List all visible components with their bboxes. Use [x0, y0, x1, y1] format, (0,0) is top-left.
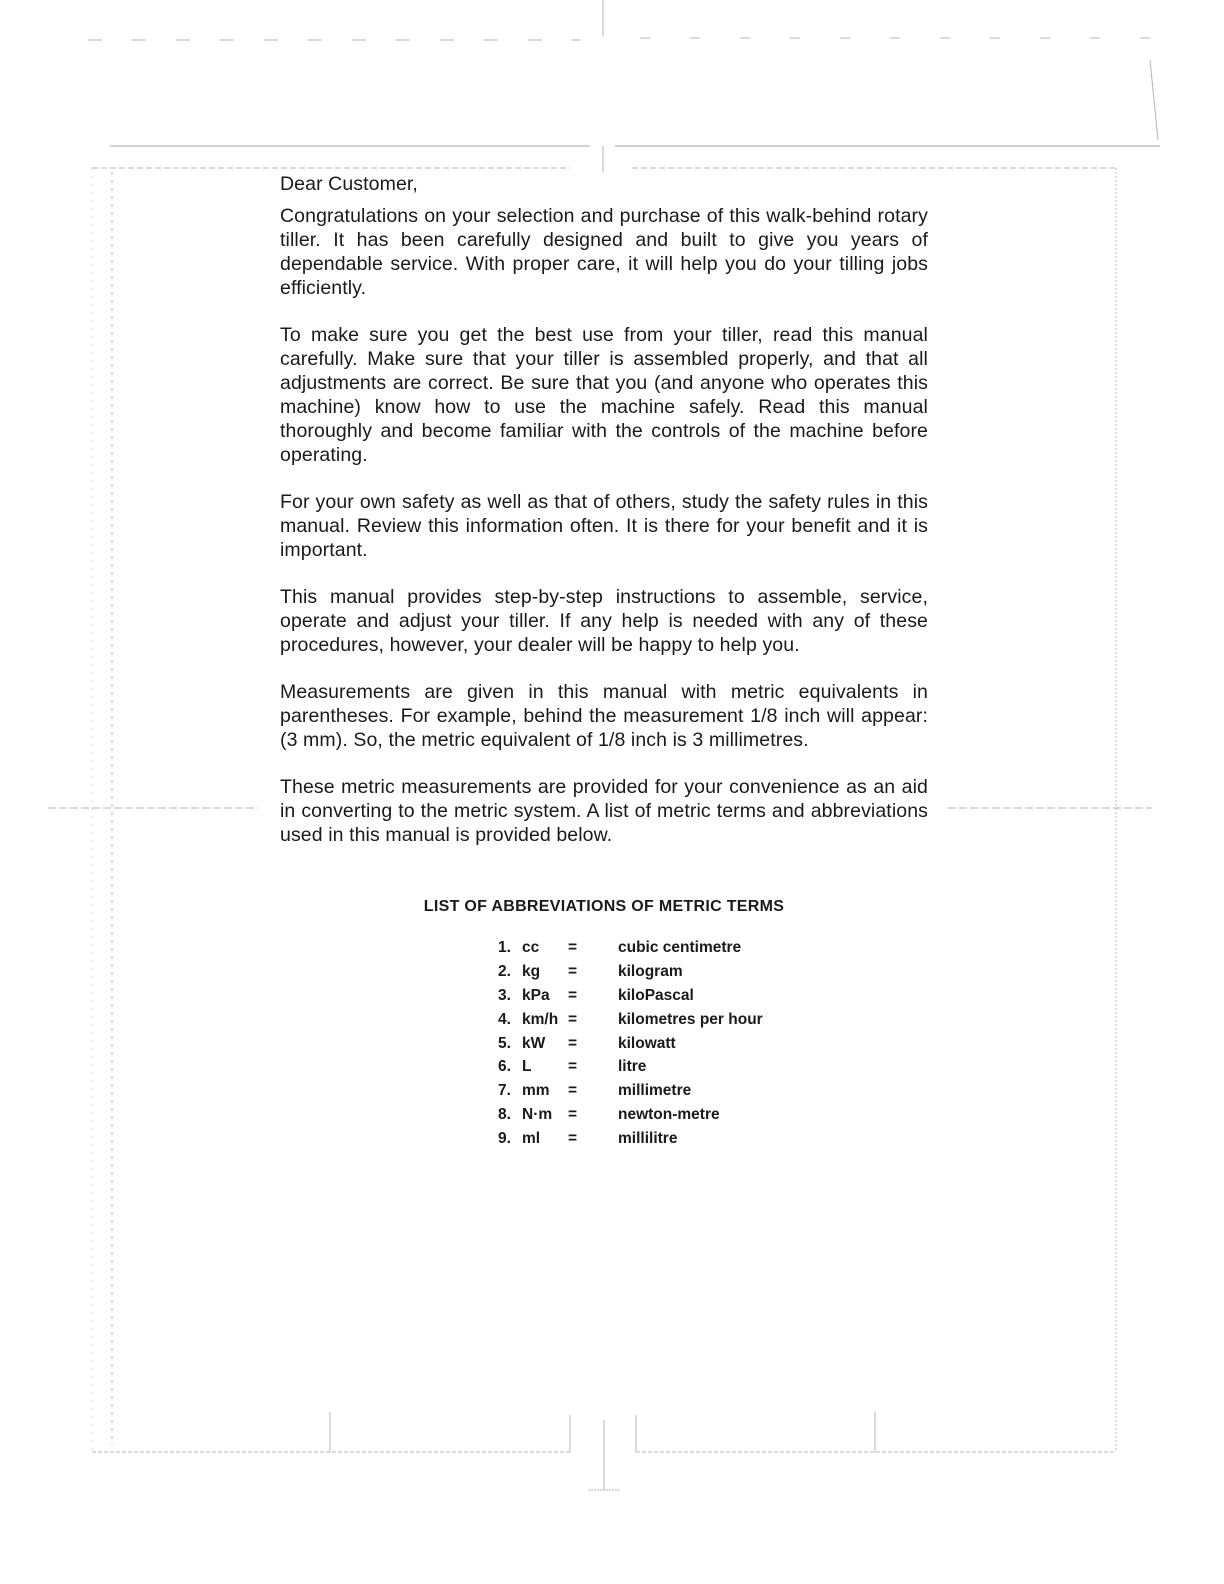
paragraph-congratulations: Congratulations on your selection and purchase of this walk-behind rotary tiller. It has been carefully designed and built to give you years of dependable service. With proper care, it will help you do your tilling jobs efficiently. — [280, 205, 928, 299]
item-equals: = — [568, 938, 578, 956]
list-item — [498, 1032, 763, 1056]
item-equals: = — [568, 1082, 578, 1100]
item-term: millimetre — [618, 1082, 692, 1100]
paragraph-safety: For your own safety as well as that of others, study the safety rules in this manual. Review this information often. It is there for your benefit and it is important. — [280, 491, 928, 561]
item-term: kilowatt — [618, 1034, 676, 1052]
list-item — [498, 1079, 763, 1103]
item-term: kiloPascal — [618, 986, 694, 1004]
paragraph-metric: These metric measurements are provided for your convenience as an aid in converting to the metric system. A list of metric terms and abbreviations used in this manual is provided below. — [280, 776, 928, 846]
item-equals: = — [568, 1034, 578, 1052]
item-term: millilitre — [618, 1130, 678, 1148]
paragraph-measurements: Measurements are given in this manual with metric equivalents in parentheses. For example, behind the measurement 1/8 inch will appear: (3 mm). So, the metric equivalent of 1/8 inch is 3 millimetres. — [280, 681, 928, 751]
abbreviations-title: LIST OF ABBREVIATIONS OF METRIC TERMS — [423, 898, 785, 915]
item-number: 5. — [498, 1034, 511, 1052]
item-symbol: cc — [522, 938, 540, 956]
item-symbol: L — [522, 1058, 532, 1076]
item-symbol: mm — [522, 1082, 550, 1100]
item-equals: = — [568, 1130, 578, 1148]
item-symbol: km/h — [522, 1010, 559, 1028]
item-symbol: kPa — [522, 986, 550, 1004]
salutation: Dear Customer, — [280, 173, 418, 195]
item-symbol: N·m — [522, 1106, 553, 1124]
item-equals: = — [568, 1058, 578, 1076]
item-symbol: kW — [522, 1034, 546, 1052]
item-term: cubic centimetre — [618, 938, 742, 956]
item-symbol: ml — [522, 1130, 541, 1148]
item-number: 4. — [498, 1010, 511, 1028]
customer-letter — [280, 172, 928, 870]
item-equals: = — [568, 986, 578, 1004]
list-item — [498, 1055, 763, 1079]
item-term: kilometres per hour — [618, 1010, 763, 1028]
list-item — [498, 1008, 763, 1032]
list-item — [498, 984, 763, 1008]
item-number: 1. — [498, 938, 511, 956]
abbreviations-list — [498, 936, 763, 1151]
item-number: 8. — [498, 1106, 511, 1124]
list-item — [498, 1127, 763, 1151]
item-term: newton-metre — [618, 1106, 720, 1124]
item-number: 9. — [498, 1130, 511, 1148]
item-equals: = — [568, 962, 578, 980]
item-term: kilogram — [618, 962, 683, 980]
item-symbol: kg — [522, 962, 541, 980]
list-item — [498, 936, 763, 960]
item-number: 7. — [498, 1082, 511, 1100]
item-number: 3. — [498, 986, 511, 1004]
item-term: litre — [618, 1058, 647, 1076]
item-number: 2. — [498, 962, 511, 980]
paragraph-read-manual: To make sure you get the best use from your tiller, read this manual carefully. Make sure that your tiller is assembled properly, and that all adjustments are correct. Be sure that you (and anyone who operates this machine) know how to use the machine safely. Read this manual thoroughly and become familiar with the controls of the machine before operating. — [280, 324, 928, 466]
list-item — [498, 960, 763, 984]
item-number: 6. — [498, 1058, 511, 1076]
item-equals: = — [568, 1106, 578, 1124]
paragraph-instructions: This manual provides step-by-step instructions to assemble, service, operate and adjust your tiller. If any help is needed with any of these procedures, however, your dealer will be happy to help you. — [280, 586, 928, 656]
item-equals: = — [568, 1010, 578, 1028]
list-item — [498, 1103, 763, 1127]
